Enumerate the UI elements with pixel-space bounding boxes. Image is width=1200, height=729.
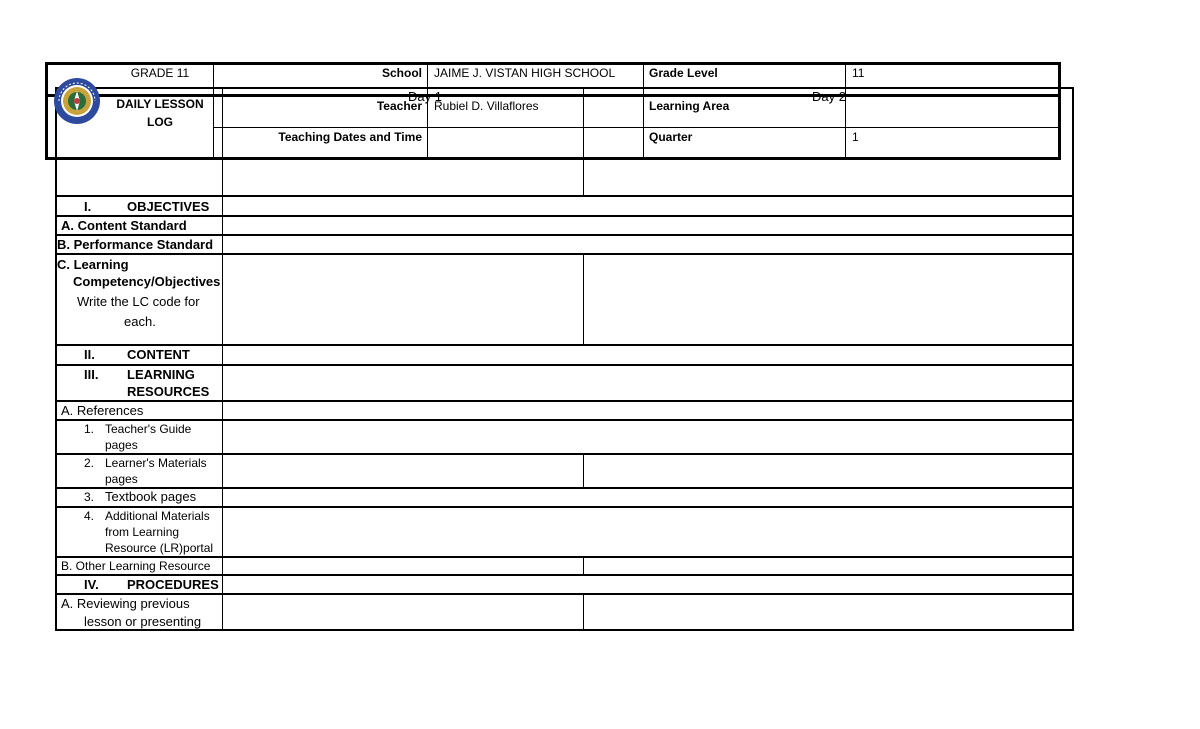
column-divider: [583, 594, 584, 631]
textbook-label: Textbook pages: [105, 489, 197, 504]
row-divider: [55, 487, 1074, 489]
learners-materials-line1: Learner's Materials: [105, 456, 207, 470]
row-divider: [55, 506, 1074, 508]
school-value: JAIME J. VISTAN HIGH SCHOOL: [434, 66, 616, 80]
row-divider: [55, 344, 1074, 346]
teacher-value: Rubiel D. Villaflores: [434, 99, 539, 113]
row-divider: [55, 253, 1074, 255]
row-divider: [55, 593, 1074, 595]
teachers-guide-num: 1.: [84, 422, 95, 436]
row-divider: [55, 195, 1074, 197]
row-divider: [55, 400, 1074, 402]
grade-level-label: Grade Level: [649, 66, 718, 80]
other-resource-label: B. Other Learning Resource: [61, 559, 211, 573]
teachers-guide-line2: pages: [105, 438, 138, 452]
column-divider: [583, 454, 584, 488]
school-label: School: [381, 66, 422, 80]
dll-title-line2: LOG: [147, 115, 173, 129]
objectives-num: I.: [84, 199, 92, 214]
textbook-num: 3.: [84, 490, 95, 504]
header-row-divider: [213, 127, 1061, 128]
content-num: II.: [84, 347, 95, 362]
content-standard-label: A. Content Standard: [61, 218, 187, 233]
header-column-divider: [643, 62, 644, 160]
dates-label: Teaching Dates and Time: [278, 130, 422, 144]
teacher-label: Teacher: [376, 99, 422, 113]
learning-competency-line1: C. Learning: [57, 257, 129, 272]
deped-seal-icon: [53, 77, 101, 125]
additional-materials-line3: Resource (LR)portal: [105, 541, 214, 555]
learners-materials-num: 2.: [84, 456, 95, 470]
reviewing-line2: lesson or presenting: [84, 614, 202, 629]
reviewing-line1: A. Reviewing previous: [61, 596, 190, 611]
learners-materials-line2: pages: [105, 472, 138, 486]
column-divider: [583, 557, 584, 575]
procedures-heading: PROCEDURES: [127, 577, 219, 592]
grade-level-value: 11: [852, 66, 865, 80]
column-divider: [222, 87, 223, 631]
learning-area-label: Learning Area: [649, 99, 730, 113]
dll-title-line1: DAILY LESSON: [116, 97, 204, 111]
grade-title: GRADE 11: [130, 66, 190, 80]
header-column-divider: [427, 62, 428, 160]
column-divider: [583, 254, 584, 345]
resources-num: III.: [84, 367, 99, 382]
additional-materials-line2: from Learning: [105, 525, 180, 539]
quarter-value: 1: [852, 130, 859, 144]
day1-label: Day 1: [408, 89, 442, 104]
learning-competency-line2: Competency/Objectives: [73, 274, 221, 289]
content-heading: CONTENT: [127, 347, 190, 362]
learning-competency-line3: Write the LC code for: [77, 294, 200, 309]
row-divider: [55, 556, 1074, 558]
learning-competency-line4: each.: [124, 314, 156, 329]
resources-heading-line2: RESOURCES: [127, 384, 210, 399]
row-divider: [55, 419, 1074, 421]
row-divider: [55, 453, 1074, 455]
procedures-num: IV.: [84, 577, 99, 592]
quarter-label: Quarter: [649, 130, 693, 144]
row-divider: [55, 215, 1074, 217]
resources-heading-line1: LEARNING: [127, 367, 195, 382]
references-label: A. References: [61, 403, 144, 418]
performance-standard-label: B. Performance Standard: [57, 237, 214, 252]
teachers-guide-line1: Teacher's Guide: [105, 422, 192, 436]
row-divider: [55, 364, 1074, 366]
additional-materials-line1: Additional Materials: [105, 509, 210, 523]
additional-materials-num: 4.: [84, 509, 95, 523]
header-column-divider: [845, 62, 846, 160]
day2-label: Day 2: [812, 89, 846, 104]
objectives-heading: OBJECTIVES: [127, 199, 210, 214]
